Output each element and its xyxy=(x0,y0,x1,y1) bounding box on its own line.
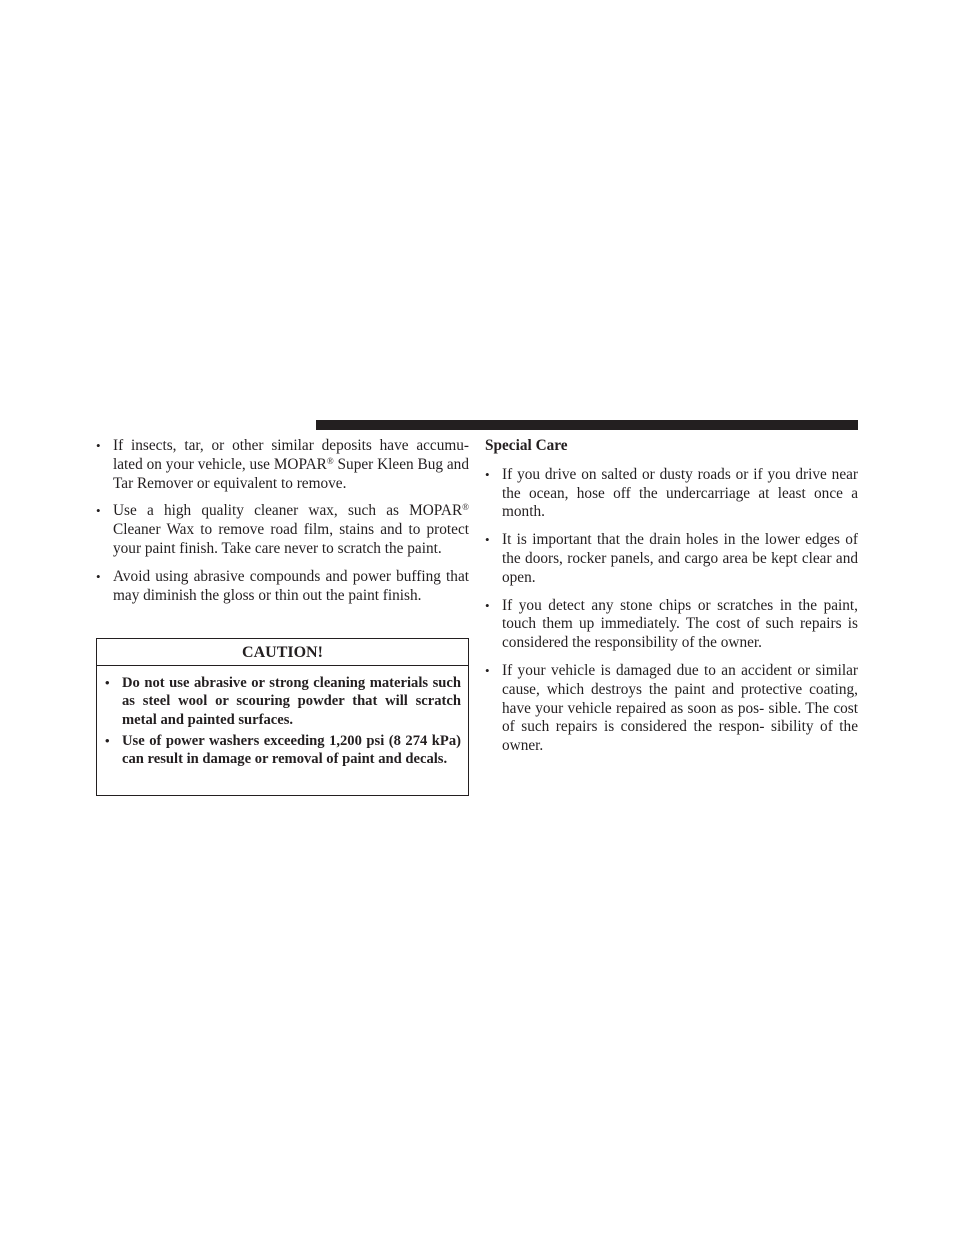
cleaning-tips-list xyxy=(96,437,469,605)
header-bar xyxy=(316,420,858,430)
list-item-accident-damage: • If your vehicle is damaged due to an accident or similar cause, which destroys the paint and protective coating, have your vehicle repaired as soon as pos- sible. The cost of such repairs is considered the respon- sibility of the owner. xyxy=(485,662,858,756)
left-column xyxy=(96,437,469,614)
list-item-stone-chips: • If you detect any stone chips or scratches in the paint, touch them up immediately. The cost of such repairs is considered the responsibility of the owner. xyxy=(485,597,858,653)
caution-item-abrasive: • Do not use abrasive or strong cleaning materials such as steel wool or scouring powder that will scratch metal and painted surfaces. xyxy=(105,674,461,729)
list-item-avoid-abrasive: • Avoid using abrasive compounds and power buffing that may diminish the gloss or thin out the paint finish. xyxy=(96,568,469,606)
caution-item-power-washers: • Use of power washers exceeding 1,200 psi (8 274 kPa) can result in damage or removal of paint and decals. xyxy=(105,732,461,769)
caution-list xyxy=(97,666,468,769)
registered-mark: ® xyxy=(462,502,469,513)
list-item-cleaner-wax: • Use a high quality cleaner wax, such as MOPAR® Cleaner Wax to remove road film, stains and to protect your paint finish. Take care never to scratch the paint. xyxy=(96,502,469,558)
caution-title: CAUTION! xyxy=(97,639,468,666)
list-item-insects-tar: • If insects, tar, or other similar deposits have accumu- lated on your vehicle, use MOPAR® Super Kleen Bug and Tar Remover or equivalent to remove. xyxy=(96,437,469,493)
special-care-list xyxy=(485,466,858,756)
section-heading-special-care: Special Care xyxy=(485,437,568,454)
list-item-drain-holes: • It is important that the drain holes in the lower edges of the doors, rocker panels, and cargo area be kept clear and open. xyxy=(485,531,858,587)
right-column xyxy=(485,437,858,765)
caution-box xyxy=(96,638,469,796)
registered-mark: ® xyxy=(326,455,334,466)
list-item-salted-roads: • If you drive on salted or dusty roads or if you drive near the ocean, hose off the undercarriage at least once a month. xyxy=(485,466,858,522)
